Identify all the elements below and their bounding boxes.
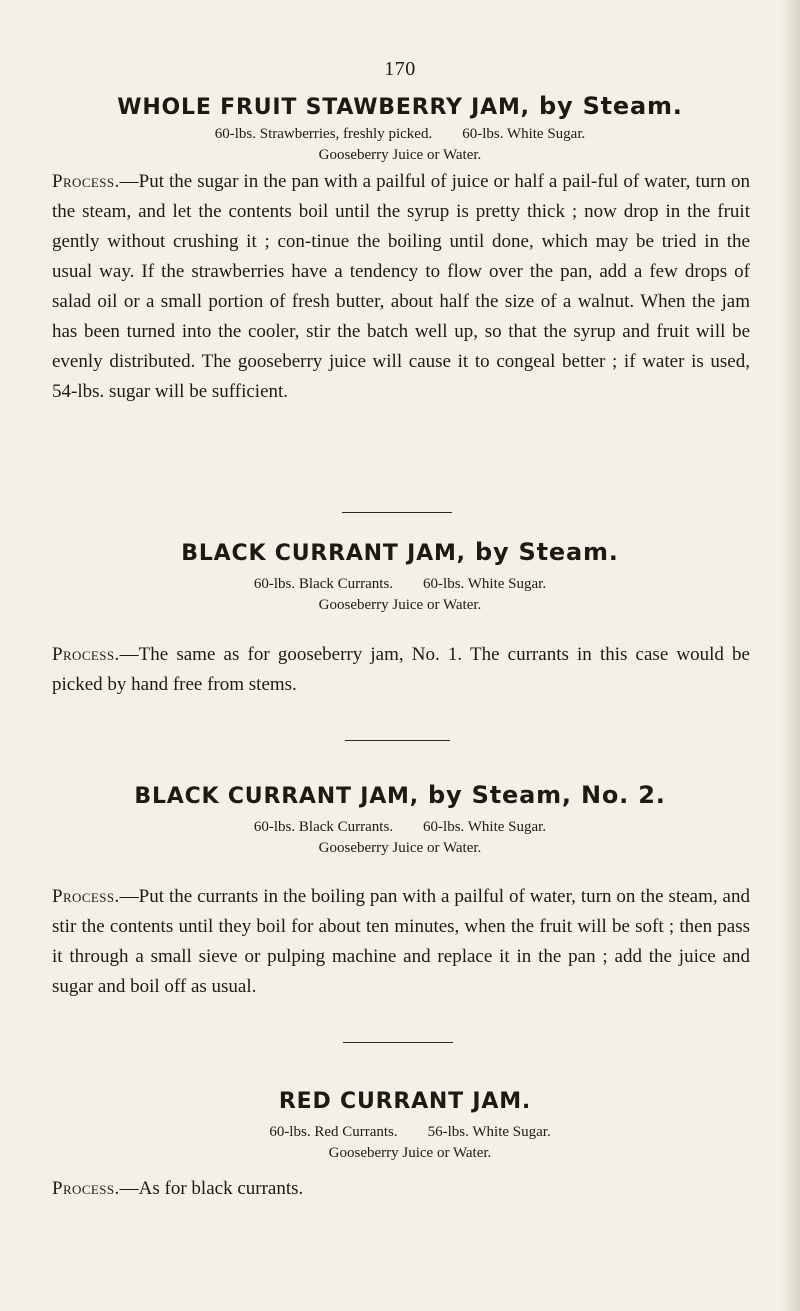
section-divider [343,1042,453,1043]
process-text: —As for black currants. [119,1178,304,1199]
process-label: Process. [52,886,120,907]
ingredient-liquid: Gooseberry Juice or Water. [328,1145,492,1161]
recipe-title-main: RED CURRANT JAM. [278,1089,532,1114]
recipe-process [52,167,750,407]
recipe-title-tail: by Steam. [529,92,683,120]
recipe-title [0,538,800,566]
recipe-title-tail: by Steam, No. 2. [418,781,666,809]
recipe-title [0,781,800,809]
page-number: 170 [384,58,416,80]
recipe-title [0,1086,800,1114]
recipe-title-main: BLACK CURRANT JAM, [134,784,419,809]
ingredient-liquid: Gooseberry Juice or Water. [318,840,482,856]
ingredient-sugar: 60-lbs. White Sugar. [423,819,547,835]
process-label: Process. [52,1178,120,1199]
ingredient-fruit: 60-lbs. Red Currants. [269,1124,398,1140]
ingredients [0,124,800,166]
process-text: —Put the sugar in the pan with a pailful of juice or half a pail-ful of water, turn on the steam, and let the contents boil until the syrup is pretty thick ; now drop in the fruit gently without crushing it ; con-tinue the boiling until done, which may be tried in the usual way. If the strawberries have a tendency to flow over the pan, add a few drops of salad oil or a small portion of fresh butter, about half the size of a walnut. When the jam has been turned into the cooler, stir the batch well up, so that the syrup and fruit will be evenly distributed. The gooseberry juice will cause it to congeal better ; if water is used, 54-lbs. sugar will be sufficient. [52,171,750,402]
section-divider [345,740,450,741]
recipe-title-main: WHOLE FRUIT STAWBERRY JAM, [117,95,530,120]
recipe-process [52,882,750,1002]
ingredients [0,574,800,616]
recipe-title [0,92,800,120]
process-text: —The same as for gooseberry jam, No. 1. The currants in this case would be picked by hand free from stems. [52,644,750,695]
process-label: Process. [52,171,120,192]
section-divider [342,512,452,513]
recipe-black-currant-jam [0,538,800,616]
ingredient-sugar: 60-lbs. White Sugar. [423,576,547,592]
recipe-process [52,640,750,700]
ingredients [0,817,800,859]
ingredient-sugar: 60-lbs. White Sugar. [462,126,586,142]
ingredient-liquid: Gooseberry Juice or Water. [318,597,482,613]
recipe-title-tail: by Steam. [465,538,619,566]
ingredient-fruit: 60-lbs. Black Currants. [253,819,394,835]
ingredient-sugar: 56-lbs. White Sugar. [427,1124,551,1140]
process-label: Process. [52,644,120,665]
recipe-title-main: BLACK CURRANT JAM, [181,541,466,566]
ingredient-fruit: 60-lbs. Black Currants. [253,576,394,592]
recipe-strawberry-jam [0,92,800,166]
ingredient-fruit: 60-lbs. Strawberries, freshly picked. [214,126,433,142]
recipe-red-currant-jam [0,1086,800,1164]
recipe-black-currant-jam-no-2 [0,781,800,859]
ingredients [0,1122,800,1164]
recipe-process [52,1174,750,1204]
process-text: —Put the currants in the boiling pan with a pailful of water, turn on the steam, and stir the contents until they boil for about ten minutes, when the fruit will be soft ; then pass it through a small sieve or pulping machine and replace it in the pan ; add the juice and sugar and boil off as usual. [52,886,750,997]
ingredient-liquid: Gooseberry Juice or Water. [318,147,482,163]
